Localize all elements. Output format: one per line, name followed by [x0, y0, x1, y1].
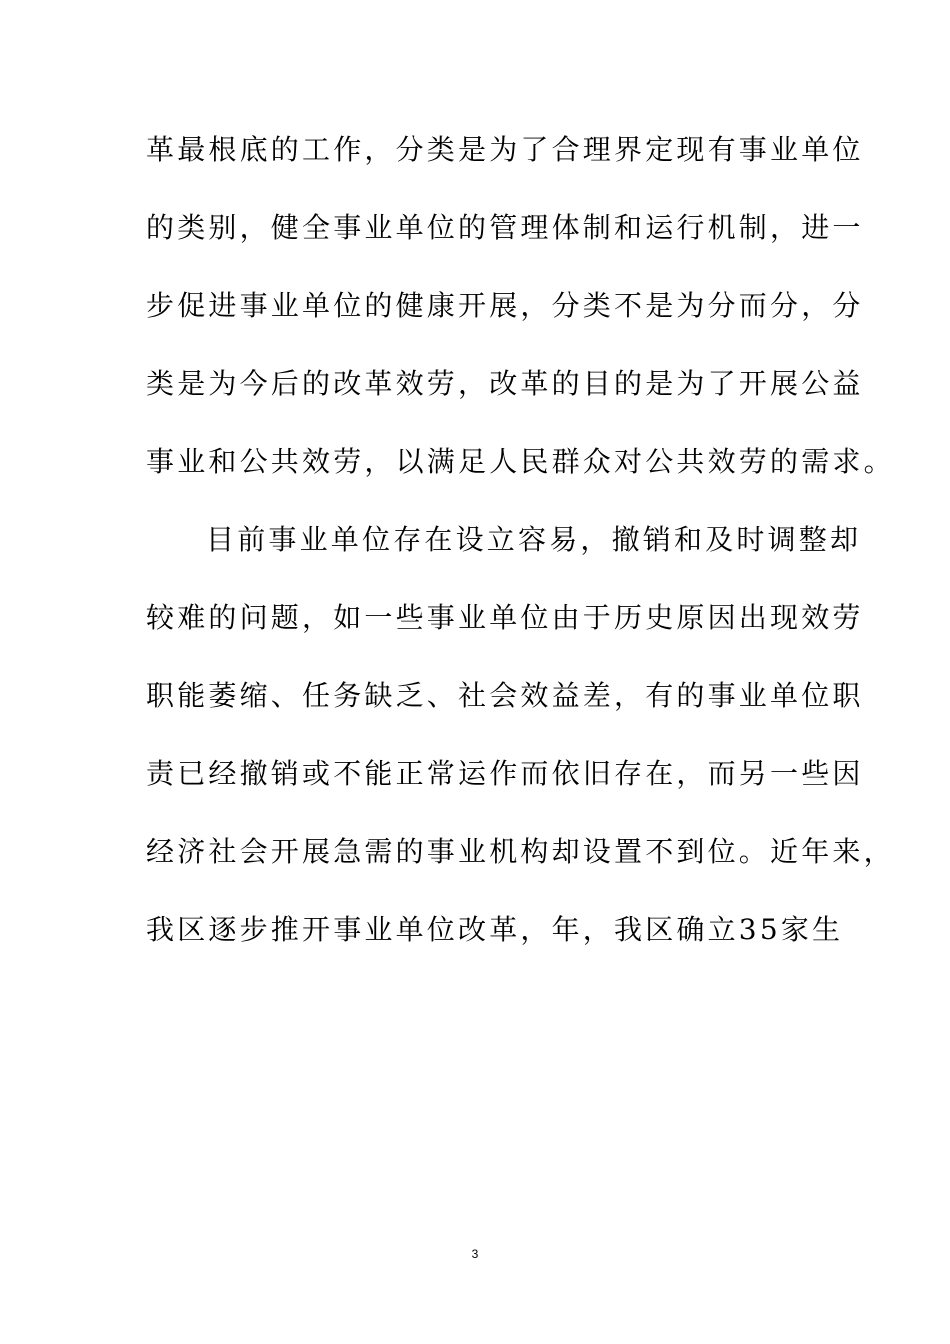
- page-number: 3: [471, 1247, 479, 1261]
- text-line-2: 的类别，健全事业单位的管理体制和运行机制，进一: [146, 211, 864, 244]
- text-line-4: 类是为今后的改革效劳，改革的目的是为了开展公益: [146, 367, 864, 400]
- text-line-10: 经济社会开展急需的事业机构却设置不到位。近年来，: [146, 835, 895, 868]
- text-line-3: 步促进事业单位的健康开展，分类不是为分而分，分: [146, 289, 864, 322]
- text-line-9: 责已经撤销或不能正常运作而依旧存在，而另一些因: [146, 757, 864, 790]
- text-line-11: 我区逐步推开事业单位改革，年，我区确立35家生: [146, 913, 844, 946]
- text-line-7: 较难的问题，如一些事业单位由于历史原因出现效劳: [146, 601, 864, 634]
- paragraph-start-line: 目前事业单位存在设立容易，撤销和及时调整却: [206, 523, 862, 556]
- text-line-8: 职能萎缩、任务缺乏、社会效益差，有的事业单位职: [146, 679, 864, 712]
- text-line-1: 革最根底的工作，分类是为了合理界定现有事业单位: [146, 133, 864, 166]
- text-line-5: 事业和公共效劳，以满足人民群众对公共效劳的需求。: [146, 445, 895, 478]
